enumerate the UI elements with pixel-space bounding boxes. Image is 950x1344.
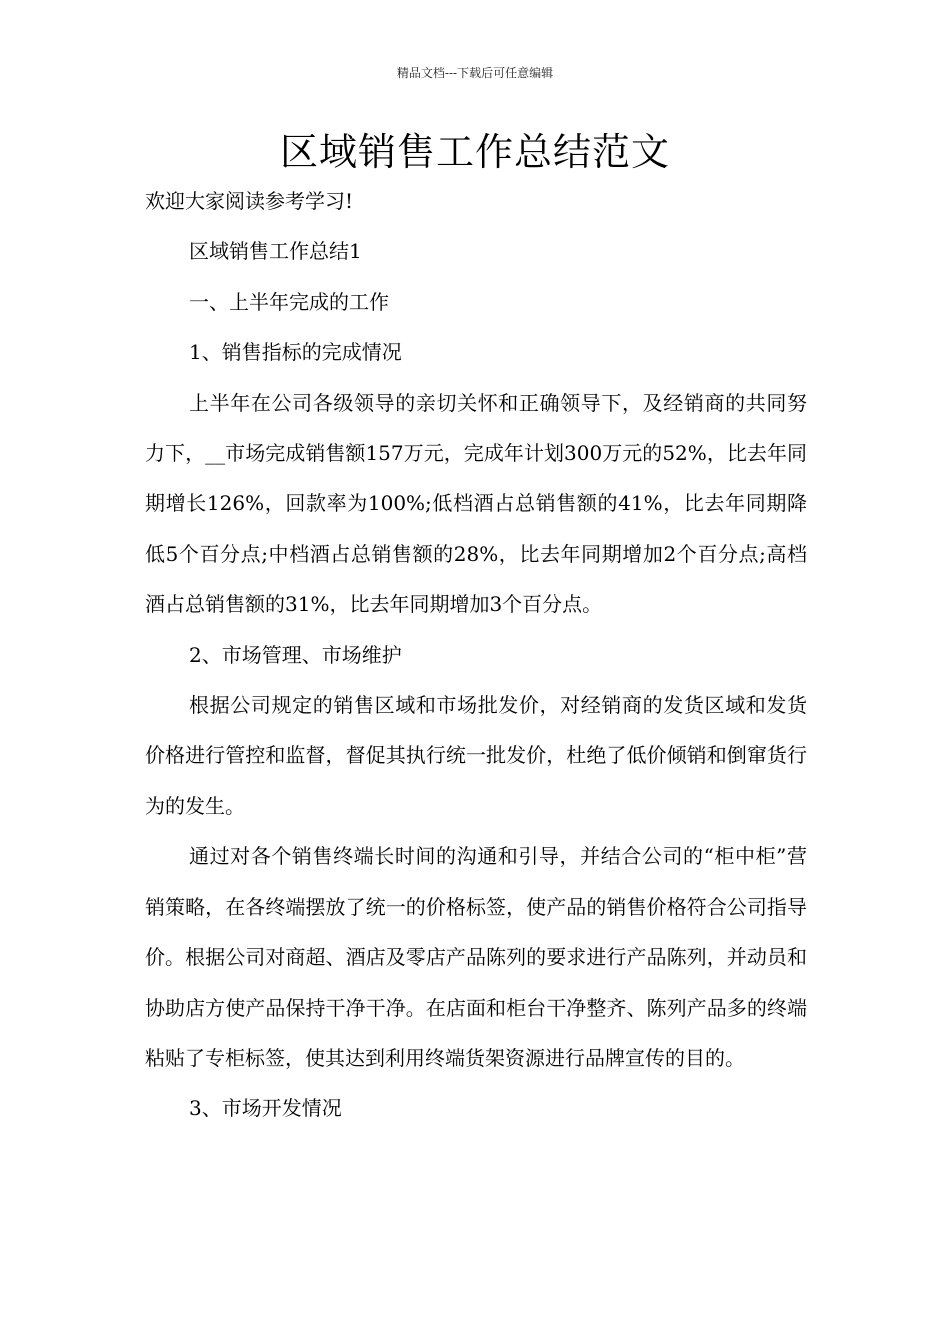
item-heading: 3、市场开发情况 bbox=[189, 1096, 342, 1121]
body-paragraph: 通过对各个销售终端长时间的沟通和引导，并结合公司的“柜中柜”营销策略，在各终端摆放了统一的价格标签，使产品的销售价格符合公司指导价。根据公司对商超、酒店及零店产品陈列的要求进行产品陈列，并动员和协助店方使产品保持干净干净。在店面和柜台干净整齐、陈列产品多的终端粘贴了专柜标签，使其达到利用终端货架资源进行品牌宣传的目的。 bbox=[145, 844, 807, 1070]
document-body bbox=[145, 176, 807, 1134]
subsection-heading: 一、上半年完成的工作 bbox=[189, 289, 389, 314]
body-paragraph: 上半年在公司各级领导的亲切关怀和正确领导下，及经销商的共同努力下，__市场完成销售额157万元，完成年计划300万元的52%，比去年同期增长126%，回款率为100%;低档酒占总销售额的41%，比去年同期降低5个百分点;中档酒占总销售额的28%，比去年同期增加2个百分点;高档酒占总销售额的31%，比去年同期增加3个百分点。 bbox=[145, 390, 807, 617]
section-heading: 区域销售工作总结1 bbox=[189, 239, 362, 264]
document-title: 区域销售工作总结范文 bbox=[279, 130, 670, 174]
greeting-line: 欢迎大家阅读参考学习! bbox=[145, 189, 354, 213]
page-header-watermark: 精品文档---下载后可任意编辑 bbox=[396, 66, 554, 80]
item-heading: 1、销售指标的完成情况 bbox=[189, 340, 402, 365]
item-heading: 2、市场管理、市场维护 bbox=[189, 642, 402, 667]
body-paragraph: 根据公司规定的销售区域和市场批发价，对经销商的发货区域和发货价格进行管控和监督，督促其执行统一批发价，杜绝了低价倾销和倒窜货行为的发生。 bbox=[145, 693, 807, 818]
